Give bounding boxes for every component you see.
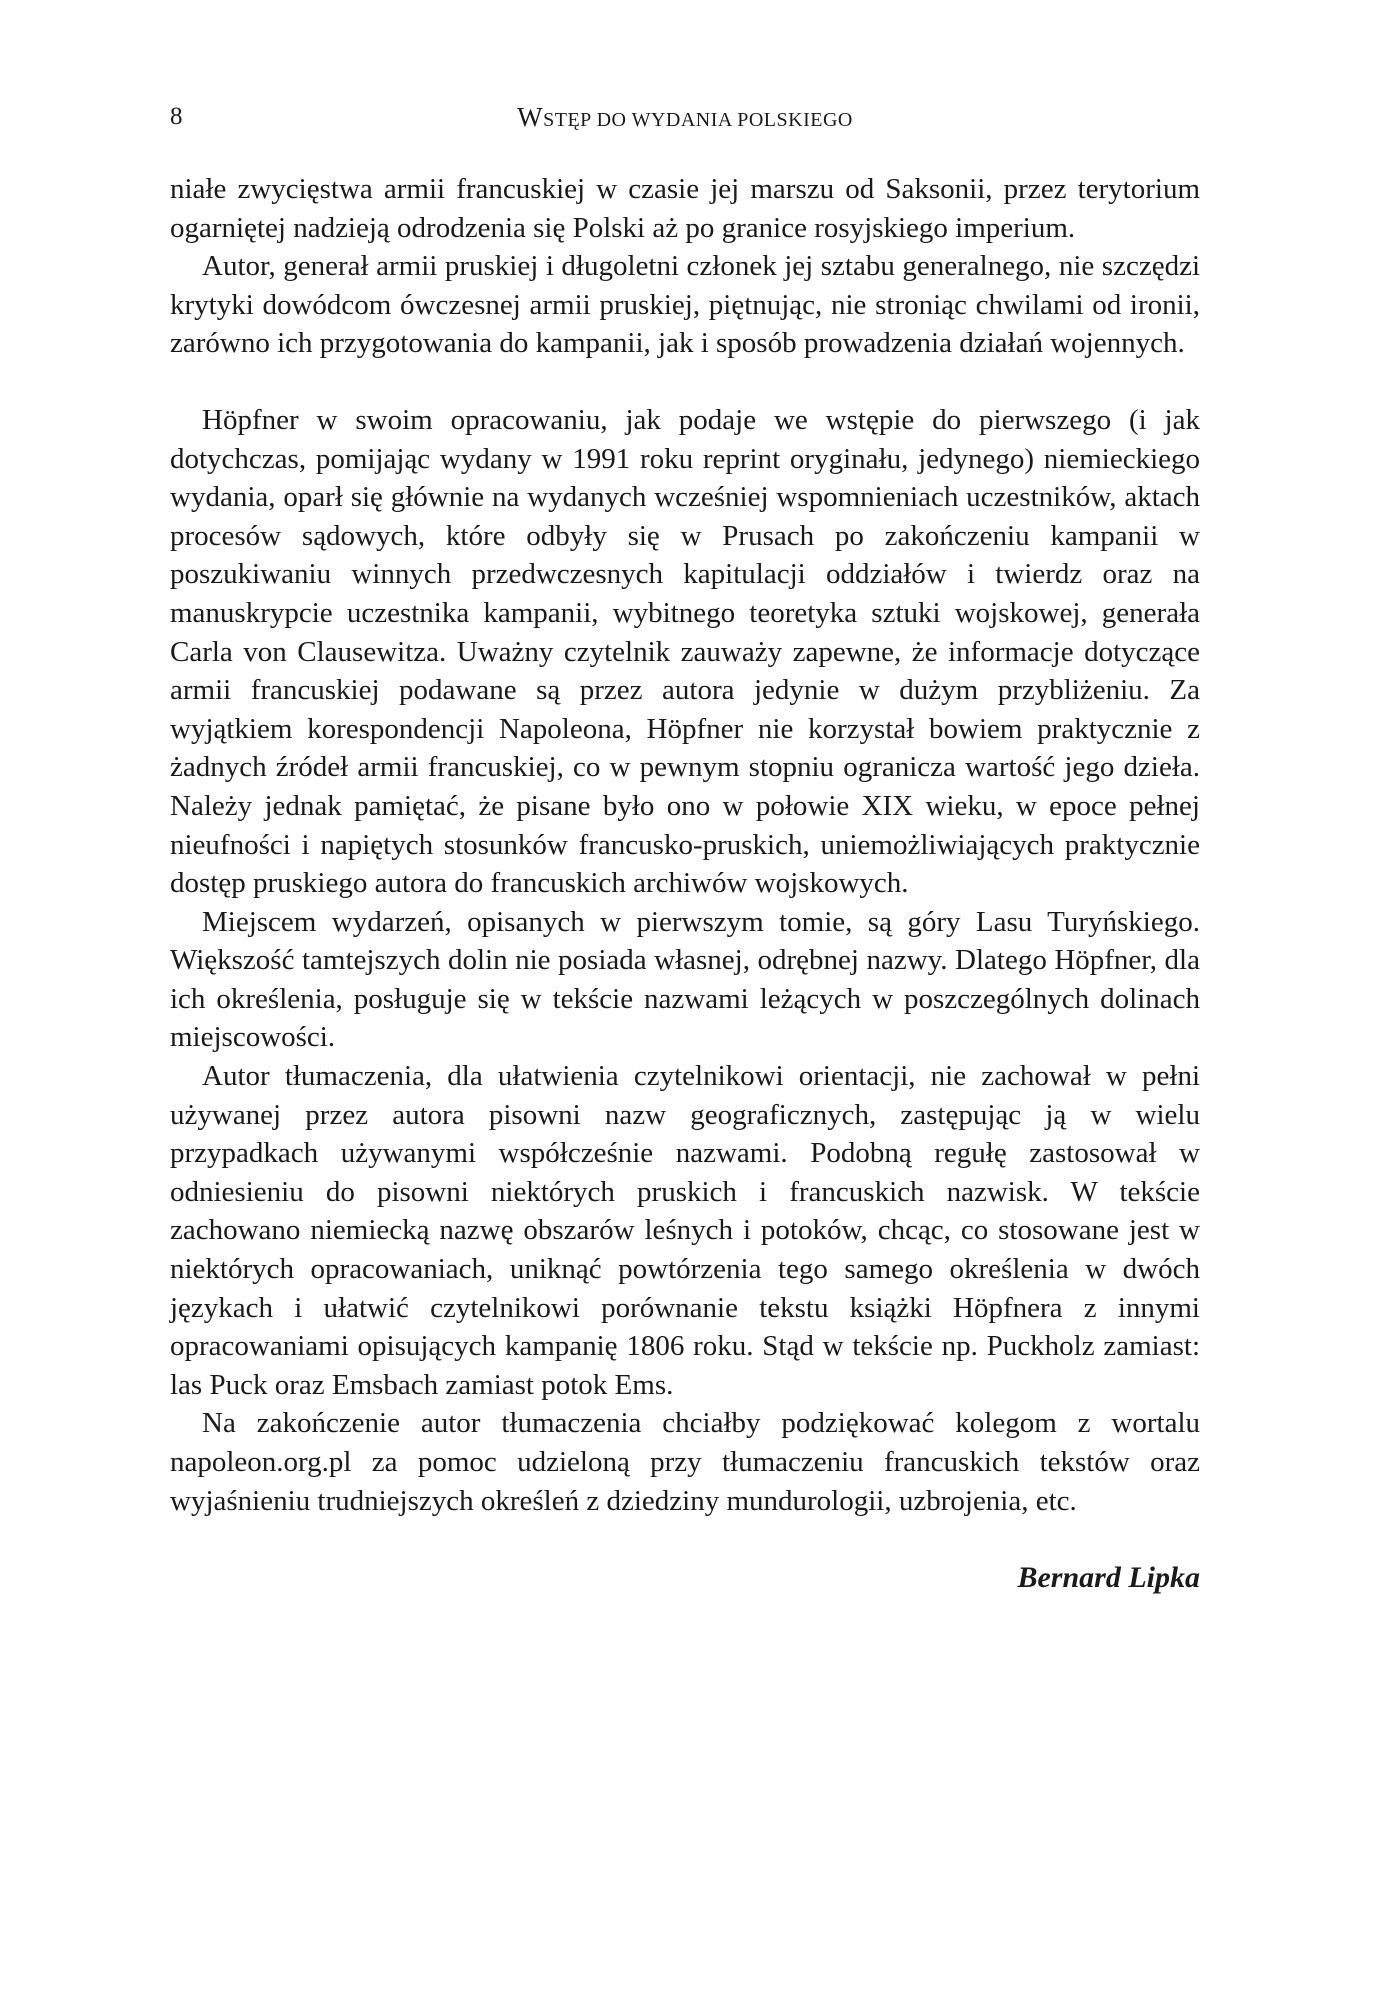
- running-head: [170, 102, 1200, 135]
- running-head-text: STĘP DO WYDANIA POLSKIEGO: [543, 109, 853, 131]
- signature: Bernard Lipka: [1017, 1561, 1200, 1595]
- paragraph-continued: niałe zwycięstwa armii francuskiej w czasie jej marszu od Saksonii, przez terytorium ogarniętej nadzieją odrodzenia się Polski aż po granice rosyjskiego imperium.: [170, 173, 1200, 244]
- paragraph-translation-notes: Autor tłumaczenia, dla ułatwienia czytelnikowi orientacji, nie zachował w pełni używanej przez autora pisowni nazw geograficznych, zastępując ją w wielu przypadkach używanymi współcześnie nazwami. Podobną regułę zastosował w odniesieniu do pisowni niektórych pruskich i francuskich nazwisk. W tekście zachowano niemiecką nazwę obszarów leśnych i potoków, chcąc, co stosowane jest w niektórych opracowaniach, uniknąć powtórzenia tego samego określenia w dwóch językach i ułatwić czytelnikowi porównanie tekstu książki Höpfnera z innymi opracowaniami opisujących kampanię 1806 roku. Stąd w tekście np. Puckholz zamiast: las Puck oraz Emsbach zamiast potok Ems.: [170, 1060, 1200, 1401]
- main-text: [170, 170, 1200, 1598]
- page-number: 8: [170, 103, 183, 130]
- running-head-initial: W: [517, 102, 544, 132]
- paragraph-sources: Höpfner w swoim opracowaniu, jak podaje we wstępie do pierwszego (i jak dotychczas, pomijając wydany w 1991 roku reprint oryginału, jedynego) niemieckiego wydania, oparł się głównie na wydanych wcześniej wspomnieniach uczestników, aktach procesów sądowych, które odbyły się w Prusach po zakończeniu kampanii w poszukiwaniu winnych przedwczesnych kapitulacji oddziałów i twierdz oraz na manuskrypcie uczestnika kampanii, wybitnego teoretyka sztuki wojskowej, generała Carla von Clausewitza. Uważny czytelnik zauważy zapewne, że informacje dotyczące armii francuskiej podawane są przez autora jedynie w dużym przybliżeniu. Za wyjątkiem korespondencji Napoleona, Höpfner nie korzystał bowiem praktycznie z żadnych źródeł armii francuskiej, co w pewnym stopniu ogranicza wartość jego dzieła. Należy jednak pamiętać, że pisane było ono w połowie XIX wieku, w epoce pełnej nieufności i napiętych stosunków francusko-pruskich, uniemożliwiających praktycznie dostęp pruskiego autora do francuskich archiwów wojskowych.: [170, 403, 1200, 900]
- paragraph-acknowledgements: Na zakończenie autor tłumaczenia chciałby podziękować kolegom z wortalu napoleon.org.pl za pomoc udzieloną przy tłumaczeniu francuskich tekstów oraz wyjaśnieniu trudniejszych określeń z dziedziny mundurologii, uzbrojenia, etc.: [170, 1407, 1200, 1517]
- paragraph-location: Miejscem wydarzeń, opisanych w pierwszym tomie, są góry Lasu Turyńskiego. Większość tamtejszych dolin nie posiada własnej, odrębnej nazwy. Dlatego Höpfner, dla ich określenia, posługuje się w tekście nazwami leżących w poszczególnych dolinach miejscowości.: [170, 905, 1200, 1054]
- page-header: [170, 102, 1200, 142]
- paragraph-author-critique: Autor, generał armii pruskiej i długoletni członek jej sztabu generalnego, nie szczędzi krytyki dowódcom ówczesnej armii pruskiej, piętnując, nie stroniąc chwilami od ironii, zarówno ich przygotowania do kampanii, jak i sposób prowadzenia działań wojennych.: [170, 250, 1200, 360]
- section-gap: [170, 363, 1200, 401]
